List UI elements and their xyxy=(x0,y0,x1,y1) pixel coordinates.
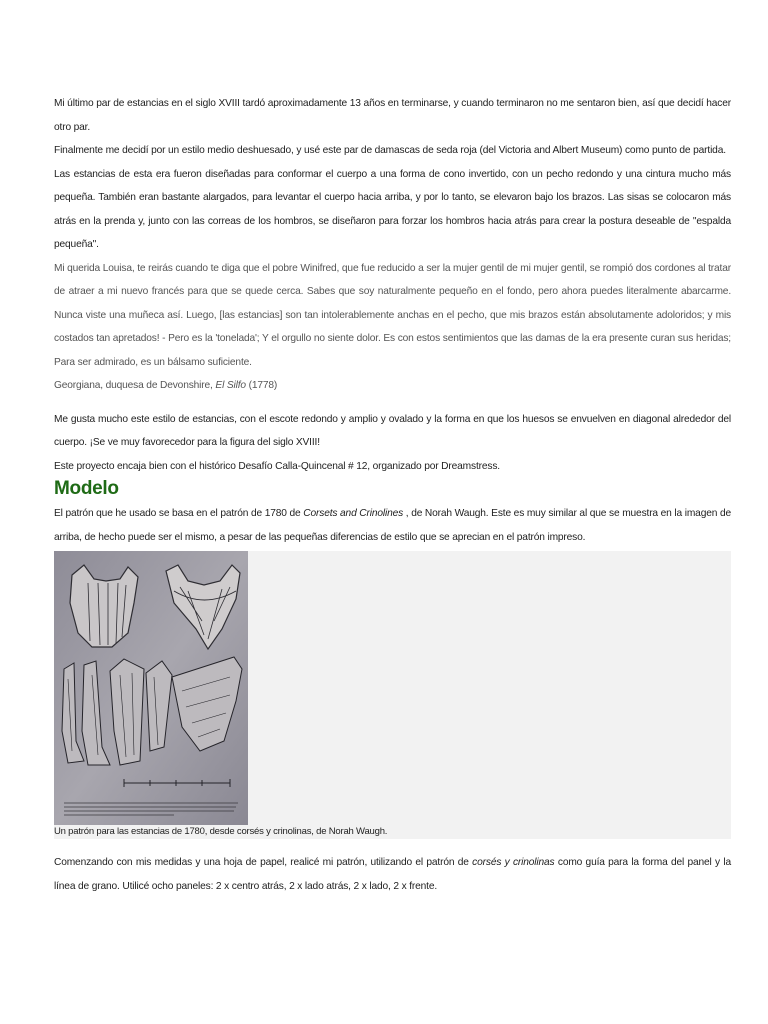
pattern-making-text-end: como guía para la forma del panel y la línea de grano. Utilicé ocho paneles: 2 x centro atrás, 2 x lado atrás, 2 x lado, 2 x frente. xyxy=(54,857,731,892)
quote-attribution xyxy=(54,374,731,398)
paragraph-intro: Mi último par de estancias en el siglo XVIII tardó aproximadamente 13 años en terminarse, y cuando terminaron no me sentaron bien, así que decidí hacer otro par. xyxy=(54,98,731,133)
pattern-source-text: El patrón que he usado se basa en el patrón de 1780 de xyxy=(54,508,304,519)
paragraph-pattern-source xyxy=(54,502,731,549)
historical-quote xyxy=(54,257,731,398)
paragraph-pattern-making xyxy=(54,851,731,898)
pattern-figure xyxy=(54,551,731,839)
quote-year: (1778) xyxy=(245,380,278,391)
section-heading-modelo: Modelo xyxy=(54,478,119,499)
paragraph-style-choice: Finalmente me decidí por un estilo medio deshuesado, y usé este par de damascas de seda roja (del Victoria and Albert Museum) como punto de partida. xyxy=(54,145,726,156)
paragraph-era-description: Las estancias de esta era fueron diseñadas para conformar el cuerpo a una forma de cono invertido, con un pecho redondo y una cintura mucho más pequeña. También eran bastante alargados, para levantar el cuerpo hacia arriba, y por lo tanto, se elevaron bajo los brazos. Las sisas se colocaron más atrás en la prenda y, junto con las correas de los hombros, se diseñaron para forzar los hombros hacia atrás para crear la postura deseable de "espalda pequeña". xyxy=(54,168,731,250)
paragraph-opinion: Me gusta mucho este estilo de estancias, con el escote redondo y amplio y ovalado y la forma en que los huesos se envuelven en diagonal alrededor del cuerpo. ¡Se ve muy favorecedor para la figura del siglo XVIII! xyxy=(54,413,731,448)
article-body xyxy=(54,92,731,898)
quote-work-title: El Silfo xyxy=(215,380,246,391)
pattern-source-text-end: , de Norah Waugh. Este es muy similar al que se muestra en la imagen de arriba, de hecho puede ser el mismo, a pesar de las pequeñas diferencias de estilo que se aprecian en el patrón impreso. xyxy=(54,508,731,543)
book-title: Corsets and Crinolines xyxy=(303,508,404,519)
paragraph-challenge: Este proyecto encaja bien con el histórico Desafío Calla-Quincenal # 12, organizado por Dreamstress. xyxy=(54,460,500,472)
quote-text: Mi querida Louisa, te reirás cuando te diga que el pobre Winifred, que fue reducido a ser la mujer gentil de mi mujer gentil, se rompió dos cordones al tratar de atraer a mi nuevo francés para que se quede cerca. Sabes que soy naturalmente pequeño en el fondo, pero ahora puedes literalmente abarcarme. Nunca viste una muñeca así. Luego, [las estancias] son tan intolerablemente anchas en el pecho, que mis brazos están absolutamente adoloridos; y mis costados tan apretados! - Pero es la 'tonelada'; Y el orgullo no siente dolor. Es con estos sentimientos que las damas de la era presente curan sus heridas; Para ser admirado, es un bálsamo suficiente. xyxy=(54,262,731,368)
figure-caption: Un patrón para las estancias de 1780, desde corsés y crinolinas, de Norah Waugh. xyxy=(54,826,388,837)
pattern-scan-image xyxy=(54,551,248,825)
quote-author: Georgiana, duquesa de Devonshire, xyxy=(54,380,216,391)
book-title-spanish: corsés y crinolinas xyxy=(472,857,555,868)
pattern-making-text: Comenzando con mis medidas y una hoja de papel, realicé mi patrón, utilizando el patrón de xyxy=(54,857,473,868)
